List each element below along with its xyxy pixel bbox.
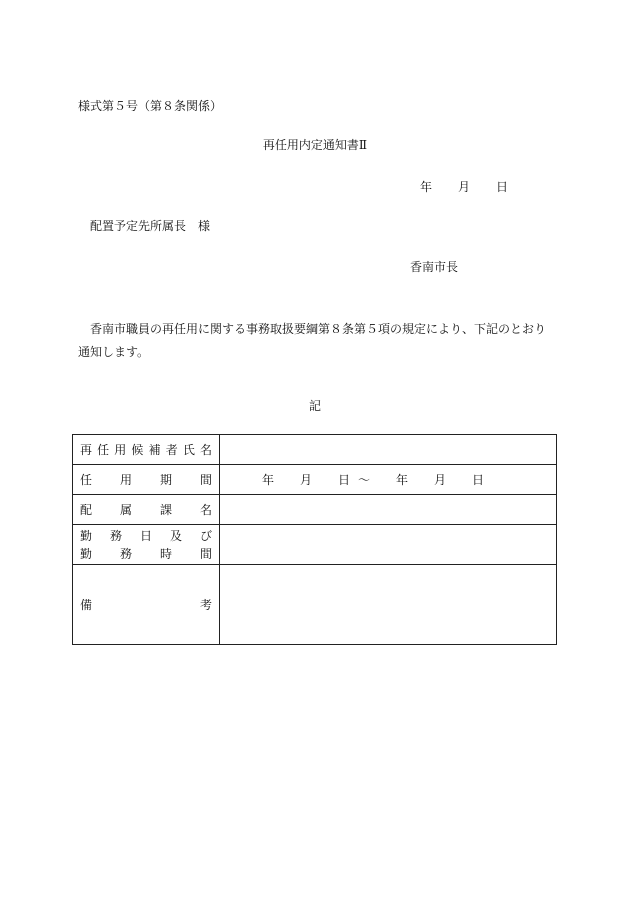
table-row	[73, 495, 557, 525]
label-char: 配	[80, 502, 93, 517]
notice-table	[72, 434, 557, 645]
label-assigned-section	[73, 495, 220, 525]
label-line	[73, 501, 219, 519]
value-appointment-period[interactable]	[220, 465, 557, 495]
value-work-days-hours[interactable]	[220, 525, 557, 565]
document-title: 再任用内定通知書Ⅱ	[262, 138, 368, 152]
label-char: 間	[199, 546, 212, 561]
period-day: 日	[338, 473, 351, 487]
period-month: 月	[300, 473, 313, 487]
label-char: 期	[159, 472, 172, 487]
period-tilde: ～	[358, 473, 371, 487]
form-number: 様式第５号（第８条関係）	[78, 99, 223, 113]
label-line	[73, 545, 219, 563]
sender: 香南市長	[410, 260, 459, 274]
label-char: 時	[159, 546, 172, 561]
label-char: 務	[119, 546, 132, 561]
table-row	[73, 525, 557, 565]
label-char: 用	[114, 442, 127, 457]
label-char: 任	[80, 472, 93, 487]
label-char: 候	[131, 442, 144, 457]
issue-date	[420, 178, 508, 195]
label-char: 名	[199, 502, 212, 517]
label-char: 及	[169, 528, 182, 543]
label-char: 勤	[80, 546, 93, 561]
label-line	[73, 441, 219, 459]
label-char: 再	[80, 442, 93, 457]
label-char: 属	[119, 502, 132, 517]
period-month2: 月	[434, 473, 447, 487]
table-row	[73, 465, 557, 495]
period-day2: 日	[472, 473, 485, 487]
period-year2: 年	[396, 473, 409, 487]
label-char: 氏	[182, 442, 195, 457]
value-remarks[interactable]	[220, 565, 557, 645]
label-candidate-name	[73, 435, 220, 465]
label-remarks	[73, 565, 220, 645]
date-year: 年	[420, 180, 433, 194]
table-row	[73, 565, 557, 645]
label-char: 用	[119, 472, 132, 487]
period-year: 年	[262, 473, 275, 487]
date-day: 日	[496, 180, 509, 194]
label-work-days-hours	[73, 525, 220, 565]
period-fields	[220, 471, 556, 488]
label-appointment-period	[73, 465, 220, 495]
label-line	[73, 527, 219, 545]
value-assigned-section[interactable]	[220, 495, 557, 525]
label-char: 日	[139, 528, 152, 543]
addressee: 配置予定先所属長 様	[90, 219, 211, 233]
label-char: 間	[199, 472, 212, 487]
label-char: び	[199, 528, 212, 543]
label-char: 名	[199, 442, 212, 457]
label-char: 務	[109, 528, 122, 543]
label-char: 課	[159, 502, 172, 517]
label-char: 任	[97, 442, 110, 457]
date-month: 月	[458, 180, 471, 194]
value-candidate-name[interactable]	[220, 435, 557, 465]
label-line	[73, 596, 219, 614]
label-char: 備	[80, 597, 93, 612]
label-char: 補	[148, 442, 161, 457]
label-line	[73, 471, 219, 489]
label-char: 考	[199, 597, 212, 612]
label-char: 者	[165, 442, 178, 457]
table-row	[73, 435, 557, 465]
label-char: 勤	[80, 528, 93, 543]
notice-body: 香南市職員の再任用に関する事務取扱要綱第８条第５項の規定により、下記のとおり通知します。	[78, 322, 547, 359]
ki-heading: 記	[308, 399, 321, 413]
